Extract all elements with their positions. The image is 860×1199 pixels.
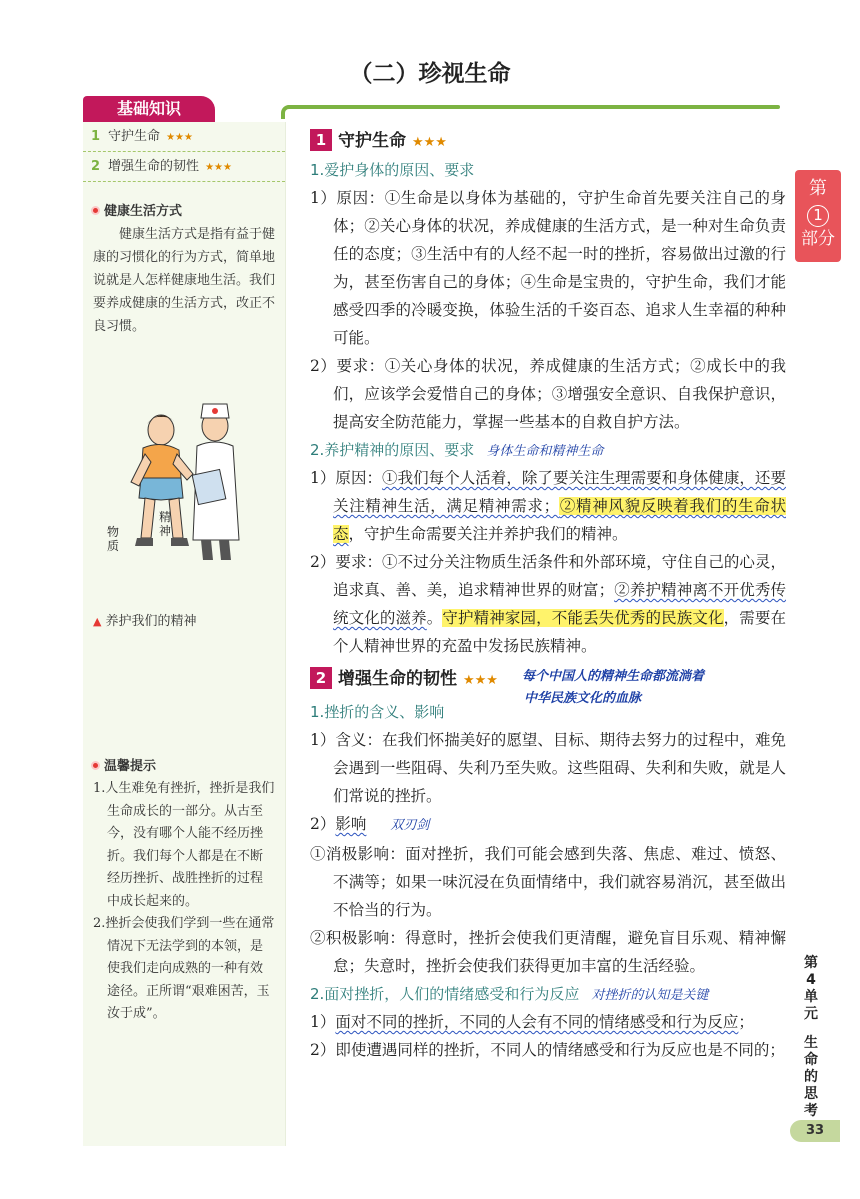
sidebar (83, 122, 286, 1146)
illustration (83, 350, 285, 610)
tip-item: 2.挫折会使我们学到一些在通常情况下无法学到的本领，是使我们走向成熟的一种有效途径。正所谓“艰难困苦，玉汝于成”。 (93, 916, 275, 1021)
page-title: （二）珍视生命 (349, 61, 511, 87)
paragraph: ②积极影响：得意时，挫折会使我们更清醒，避免盲目乐观、精神懈怠；失意时，挫折会使我们获得更加丰富的生活经验。 (310, 929, 786, 975)
toc-num: 1 (91, 129, 101, 144)
subheading: 1.挫折的含义、影响 (310, 703, 445, 721)
star-rating-icon: ★★★ (166, 132, 193, 143)
paragraph: 1）原因：①生命是以身体为基础的，守护生命首先要关注自己的身体；②关心身体的状况，养成健康的生活方式，是一种对生命负责任的态度；③生活中有的人经不起一时的挫折，容易做出过激的行为，甚至伤害自己的身体；④生命是宝贵的，守护生命，我们才能感受四季的冷暖变换，体验生活的千姿百态、追求人生幸福的种种可能。 (310, 189, 786, 347)
triangle-icon: ▲ (93, 615, 102, 628)
star-rating-icon: ★★★ (205, 162, 232, 173)
toc-item-2 (83, 152, 285, 182)
label-spirit: 精神 (159, 510, 172, 538)
handwritten-note: 每个中国人的精神生命都流淌着 (522, 669, 705, 684)
unit-name: 生命的思考 (804, 1035, 818, 1119)
toc-label: 守护生命 (108, 129, 161, 144)
section-heading-2: 2 增强生命的韧性 ★★★ 每个中国人的精神生命都流淌着 中华民族文化的血脉 (310, 664, 786, 694)
star-rating-icon: ★★★ (412, 135, 447, 150)
paragraph: ①消极影响：面对挫折，我们可能会感到失落、焦虑、难过、愤怒、不满等；如果一味沉浸在负面情绪中，我们就容易消沉，甚至做出不恰当的行为。 (310, 845, 786, 919)
star-rating-icon: ★★★ (463, 673, 498, 688)
paragraph: 1）面对不同的挫折，不同的人会有不同的情绪感受和行为反应； (310, 1013, 754, 1031)
tip-item: 1.人生难免有挫折，挫折是我们生命成长的一部分。从古至今，没有哪个人能不经历挫折。我们每个人都是在不断经历挫折、战胜挫折的过程中成长起来的。 (93, 781, 275, 909)
bullet-icon (91, 206, 100, 215)
illustration-caption: ▲ 养护我们的精神 (93, 614, 197, 629)
toc-item-1 (83, 122, 285, 152)
paragraph: 2）要求：①关心身体的状况，养成健康的生活方式；②成长中的我们，应该学会爱惜自己的身体；③增强安全意识、自我保护意识，提高安全防范能力，掌握一些基本的自救自护方法。 (310, 357, 786, 431)
section-heading-1: 1 守护生命 ★★★ (310, 126, 786, 156)
header-rule (287, 105, 780, 109)
subheading: 1.爱护身体的原因、要求 (310, 161, 475, 179)
healthy-lifestyle-text: 健康生活方式是指有益于健康的习惯化的行为方式，简单地说就是人怎样健康地生活。我们要养成健康的生活方式，改正不良习惯。 (93, 227, 276, 334)
unit-label: 第4单元 (804, 955, 818, 1022)
healthy-lifestyle-heading: 健康生活方式 (83, 200, 285, 219)
handwritten-note: 双刃剑 (390, 818, 430, 833)
toc-num: 2 (91, 159, 101, 174)
paragraph: 2）要求：①不过分关注物质生活条件和外部环境，守住自己的心灵，追求真、善、美，追求精神世界的财富；②养护精神离不开优秀传统文化的滋养。守护精神家园，不能丢失优秀的民族文化，需要在个人精神世界的充盈中发扬民族精神。 (310, 553, 786, 655)
paragraph: 2）影响 双刃剑 (310, 815, 430, 833)
handwritten-note: 身体生命和精神生命 (486, 444, 604, 459)
tips-heading: 温馨提示 (83, 755, 285, 774)
subheading: 2.面对挫折，人们的情绪感受和行为反应 对挫折的认知是关键 (310, 985, 709, 1003)
main-content (310, 126, 786, 1064)
toc-label: 增强生命的韧性 (108, 159, 200, 174)
paragraph: 1）含义：在我们怀揣美好的愿望、目标、期待去努力的过程中，难免会遇到一些阻碍、失利乃至失败。这些阻碍、失利和失败，就是人们常说的挫折。 (310, 731, 786, 805)
tips-list (83, 774, 285, 1026)
boy-doctor-illustration (83, 350, 286, 610)
page-number: 33 (790, 1120, 840, 1142)
paragraph: 1）原因：①我们每个人活着，除了要关注生理需要和身体健康，还要关注精神生活，满足精神需求；②精神风貌反映着我们的生命状态，守护生命需要关注并养护我们的精神。 (310, 469, 786, 543)
handwritten-note: 中华民族文化的血脉 (524, 691, 642, 706)
bullet-icon (91, 761, 100, 770)
basic-knowledge-tab: 基础知识 (83, 96, 215, 122)
subheading: 2.养护精神的原因、要求 身体生命和精神生命 (310, 441, 604, 459)
paragraph: 2）即使遭遇同样的挫折，不同人的情绪感受和行为反应也是不同的； (310, 1041, 785, 1059)
part-tab: 第 1 部分 (795, 170, 841, 262)
handwritten-note: 对挫折的认知是关键 (591, 988, 709, 1003)
label-material: 物质 (107, 525, 120, 553)
